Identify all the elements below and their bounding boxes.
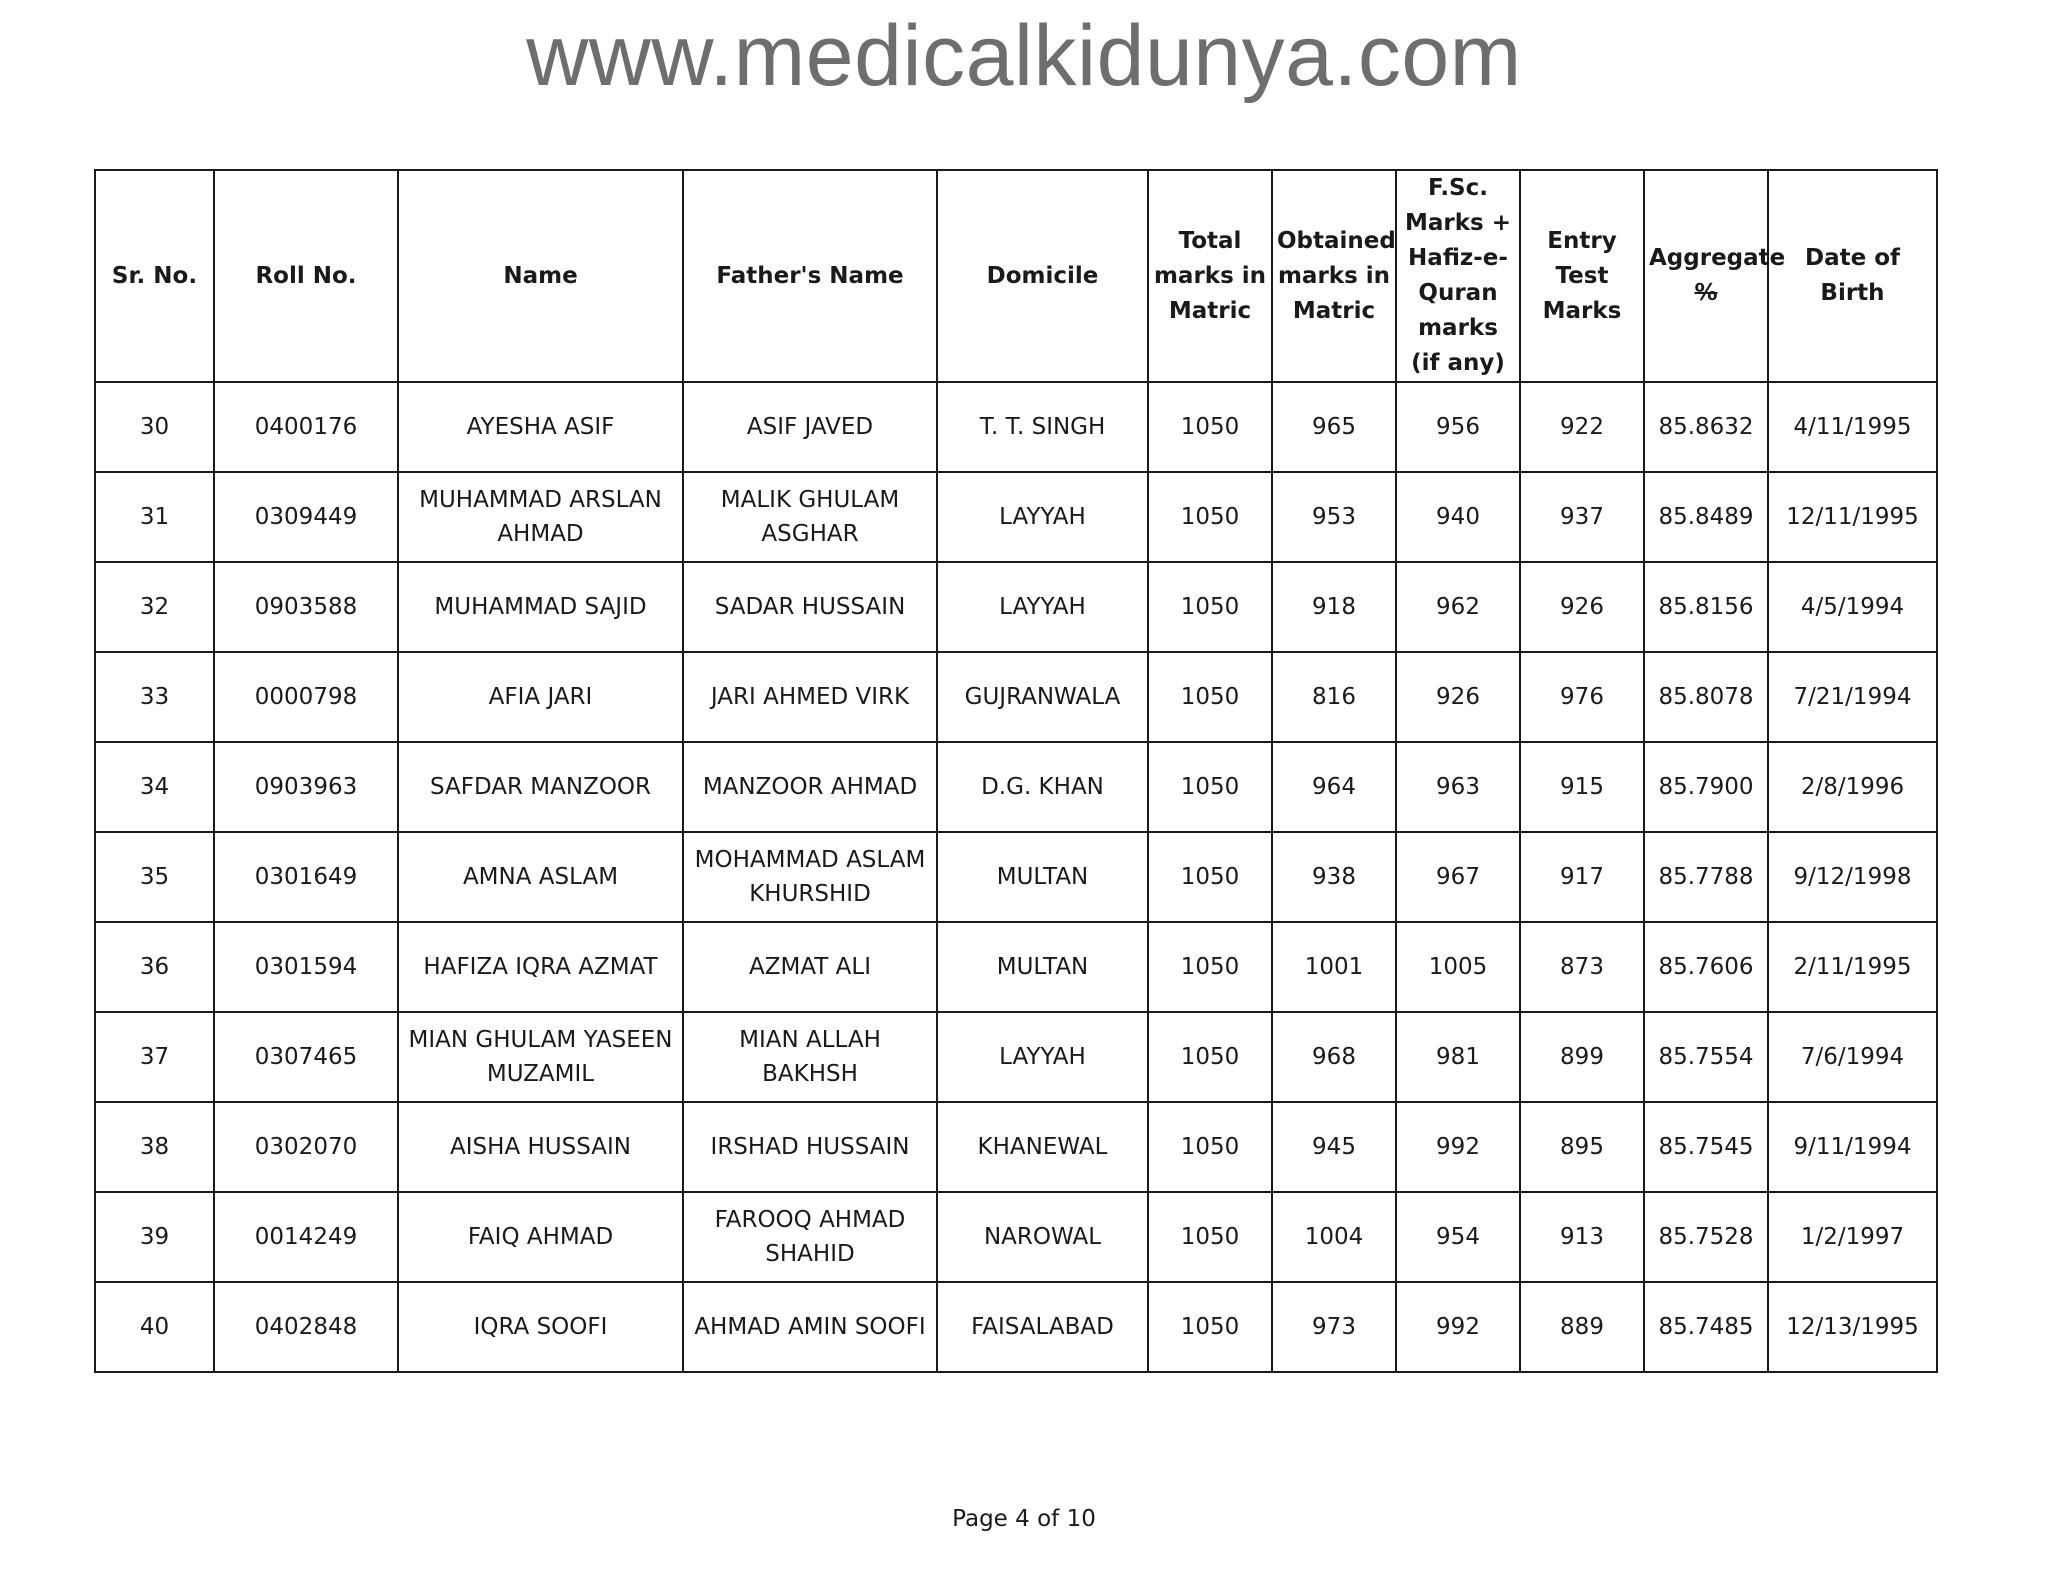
cell-total-matric: 1050	[1148, 1102, 1272, 1192]
cell-roll-no: 0307465	[214, 1012, 398, 1102]
header-dob: Date of Birth	[1768, 170, 1937, 382]
cell-father-name: AZMAT ALI	[683, 922, 937, 1012]
cell-domicile: MULTAN	[937, 832, 1148, 922]
merit-list-table	[94, 169, 1938, 1373]
cell-aggregate: 85.7528	[1644, 1192, 1768, 1282]
cell-sr-no: 39	[95, 1192, 214, 1282]
cell-name: HAFIZA IQRA AZMAT	[398, 922, 683, 1012]
cell-entry-test: 937	[1520, 472, 1644, 562]
cell-obtained-matric: 945	[1272, 1102, 1396, 1192]
cell-total-matric: 1050	[1148, 742, 1272, 832]
cell-name: AFIA JARI	[398, 652, 683, 742]
cell-aggregate: 85.7485	[1644, 1282, 1768, 1372]
cell-sr-no: 32	[95, 562, 214, 652]
cell-roll-no: 0301594	[214, 922, 398, 1012]
cell-obtained-matric: 973	[1272, 1282, 1396, 1372]
header-obtained-matric: Obtained marks in Matric	[1272, 170, 1396, 382]
cell-father-name: AHMAD AMIN SOOFI	[683, 1282, 937, 1372]
cell-domicile: KHANEWAL	[937, 1102, 1148, 1192]
cell-sr-no: 34	[95, 742, 214, 832]
header-entry-test: Entry Test Marks	[1520, 170, 1644, 382]
cell-total-matric: 1050	[1148, 562, 1272, 652]
cell-roll-no: 0402848	[214, 1282, 398, 1372]
header-roll-no: Roll No.	[214, 170, 398, 382]
cell-father-name: FAROOQ AHMAD SHAHID	[683, 1192, 937, 1282]
cell-entry-test: 915	[1520, 742, 1644, 832]
cell-entry-test: 922	[1520, 382, 1644, 472]
cell-name: IQRA SOOFI	[398, 1282, 683, 1372]
cell-obtained-matric: 953	[1272, 472, 1396, 562]
cell-roll-no: 0903963	[214, 742, 398, 832]
cell-sr-no: 37	[95, 1012, 214, 1102]
cell-fsc-marks: 926	[1396, 652, 1520, 742]
cell-entry-test: 926	[1520, 562, 1644, 652]
table-row	[95, 922, 1937, 1012]
cell-name: AISHA HUSSAIN	[398, 1102, 683, 1192]
cell-total-matric: 1050	[1148, 1282, 1272, 1372]
cell-fsc-marks: 956	[1396, 382, 1520, 472]
cell-name: AYESHA ASIF	[398, 382, 683, 472]
cell-fsc-marks: 992	[1396, 1102, 1520, 1192]
header-father-name: Father's Name	[683, 170, 937, 382]
table-row	[95, 1192, 1937, 1282]
header-fsc-marks: F.Sc. Marks + Hafiz-e-Quran marks (if any)	[1396, 170, 1520, 382]
table-row	[95, 562, 1937, 652]
table-row	[95, 832, 1937, 922]
cell-entry-test: 873	[1520, 922, 1644, 1012]
header-total-matric: Total marks in Matric	[1148, 170, 1272, 382]
cell-roll-no: 0301649	[214, 832, 398, 922]
cell-aggregate: 85.8489	[1644, 472, 1768, 562]
cell-father-name: JARI AHMED VIRK	[683, 652, 937, 742]
cell-domicile: GUJRANWALA	[937, 652, 1148, 742]
cell-aggregate: 85.7545	[1644, 1102, 1768, 1192]
cell-sr-no: 35	[95, 832, 214, 922]
cell-obtained-matric: 1001	[1272, 922, 1396, 1012]
cell-aggregate: 85.7900	[1644, 742, 1768, 832]
cell-total-matric: 1050	[1148, 382, 1272, 472]
cell-total-matric: 1050	[1148, 472, 1272, 562]
page-number: Page 4 of 10	[952, 1506, 1096, 1532]
cell-father-name: MANZOOR AHMAD	[683, 742, 937, 832]
cell-aggregate: 85.7788	[1644, 832, 1768, 922]
cell-domicile: LAYYAH	[937, 562, 1148, 652]
cell-dob: 9/11/1994	[1768, 1102, 1937, 1192]
cell-obtained-matric: 968	[1272, 1012, 1396, 1102]
cell-fsc-marks: 1005	[1396, 922, 1520, 1012]
table-row	[95, 1282, 1937, 1372]
cell-domicile: LAYYAH	[937, 472, 1148, 562]
cell-father-name: SADAR HUSSAIN	[683, 562, 937, 652]
table-row	[95, 472, 1937, 562]
table-row	[95, 382, 1937, 472]
header-domicile: Domicile	[937, 170, 1148, 382]
header-sr-no: Sr. No.	[95, 170, 214, 382]
cell-obtained-matric: 965	[1272, 382, 1396, 472]
cell-obtained-matric: 816	[1272, 652, 1396, 742]
cell-sr-no: 30	[95, 382, 214, 472]
cell-father-name: ASIF JAVED	[683, 382, 937, 472]
cell-aggregate: 85.8632	[1644, 382, 1768, 472]
table-row	[95, 1102, 1937, 1192]
cell-fsc-marks: 962	[1396, 562, 1520, 652]
cell-fsc-marks: 963	[1396, 742, 1520, 832]
cell-fsc-marks: 967	[1396, 832, 1520, 922]
cell-roll-no: 0000798	[214, 652, 398, 742]
cell-name: FAIQ AHMAD	[398, 1192, 683, 1282]
cell-domicile: LAYYAH	[937, 1012, 1148, 1102]
cell-dob: 7/6/1994	[1768, 1012, 1937, 1102]
cell-sr-no: 31	[95, 472, 214, 562]
table-header-row	[95, 170, 1937, 382]
cell-fsc-marks: 940	[1396, 472, 1520, 562]
cell-roll-no: 0014249	[214, 1192, 398, 1282]
cell-domicile: NAROWAL	[937, 1192, 1148, 1282]
cell-dob: 2/11/1995	[1768, 922, 1937, 1012]
cell-dob: 4/11/1995	[1768, 382, 1937, 472]
cell-obtained-matric: 938	[1272, 832, 1396, 922]
cell-aggregate: 85.7606	[1644, 922, 1768, 1012]
cell-entry-test: 895	[1520, 1102, 1644, 1192]
cell-aggregate: 85.7554	[1644, 1012, 1768, 1102]
cell-name: MUHAMMAD ARSLAN AHMAD	[398, 472, 683, 562]
cell-domicile: D.G. KHAN	[937, 742, 1148, 832]
header-aggregate-word: Aggregate	[1649, 245, 1786, 271]
cell-dob: 12/13/1995	[1768, 1282, 1937, 1372]
cell-dob: 1/2/1997	[1768, 1192, 1937, 1282]
cell-aggregate: 85.8078	[1644, 652, 1768, 742]
header-aggregate-symbol: %	[1694, 280, 1718, 306]
cell-fsc-marks: 954	[1396, 1192, 1520, 1282]
cell-father-name: IRSHAD HUSSAIN	[683, 1102, 937, 1192]
cell-roll-no: 0400176	[214, 382, 398, 472]
table-row	[95, 652, 1937, 742]
cell-dob: 9/12/1998	[1768, 832, 1937, 922]
cell-entry-test: 913	[1520, 1192, 1644, 1282]
cell-dob: 2/8/1996	[1768, 742, 1937, 832]
header-aggregate	[1644, 170, 1786, 382]
cell-name: SAFDAR MANZOOR	[398, 742, 683, 832]
table-row	[95, 742, 1937, 832]
cell-sr-no: 40	[95, 1282, 214, 1372]
cell-dob: 12/11/1995	[1768, 472, 1937, 562]
cell-entry-test: 899	[1520, 1012, 1644, 1102]
cell-entry-test: 917	[1520, 832, 1644, 922]
cell-domicile: T. T. SINGH	[937, 382, 1148, 472]
watermark-text: www.medicalkidunya.com	[526, 8, 1522, 104]
cell-total-matric: 1050	[1148, 652, 1272, 742]
cell-sr-no: 33	[95, 652, 214, 742]
table-row	[95, 1012, 1937, 1102]
cell-aggregate: 85.8156	[1644, 562, 1768, 652]
cell-total-matric: 1050	[1148, 922, 1272, 1012]
cell-dob: 7/21/1994	[1768, 652, 1937, 742]
cell-roll-no: 0302070	[214, 1102, 398, 1192]
cell-obtained-matric: 918	[1272, 562, 1396, 652]
cell-entry-test: 889	[1520, 1282, 1644, 1372]
cell-obtained-matric: 1004	[1272, 1192, 1396, 1282]
cell-fsc-marks: 981	[1396, 1012, 1520, 1102]
cell-father-name: MOHAMMAD ASLAM KHURSHID	[683, 832, 937, 922]
cell-total-matric: 1050	[1148, 832, 1272, 922]
cell-total-matric: 1050	[1148, 1012, 1272, 1102]
cell-sr-no: 38	[95, 1102, 214, 1192]
header-name: Name	[398, 170, 683, 382]
cell-total-matric: 1050	[1148, 1192, 1272, 1282]
cell-domicile: MULTAN	[937, 922, 1148, 1012]
cell-father-name: MALIK GHULAM ASGHAR	[683, 472, 937, 562]
cell-name: MIAN GHULAM YASEEN MUZAMIL	[398, 1012, 683, 1102]
cell-dob: 4/5/1994	[1768, 562, 1937, 652]
cell-roll-no: 0309449	[214, 472, 398, 562]
cell-obtained-matric: 964	[1272, 742, 1396, 832]
table-body	[95, 382, 1937, 1372]
cell-name: AMNA ASLAM	[398, 832, 683, 922]
cell-entry-test: 976	[1520, 652, 1644, 742]
cell-sr-no: 36	[95, 922, 214, 1012]
cell-name: MUHAMMAD SAJID	[398, 562, 683, 652]
cell-domicile: FAISALABAD	[937, 1282, 1148, 1372]
cell-roll-no: 0903588	[214, 562, 398, 652]
cell-father-name: MIAN ALLAH BAKHSH	[683, 1012, 937, 1102]
cell-fsc-marks: 992	[1396, 1282, 1520, 1372]
